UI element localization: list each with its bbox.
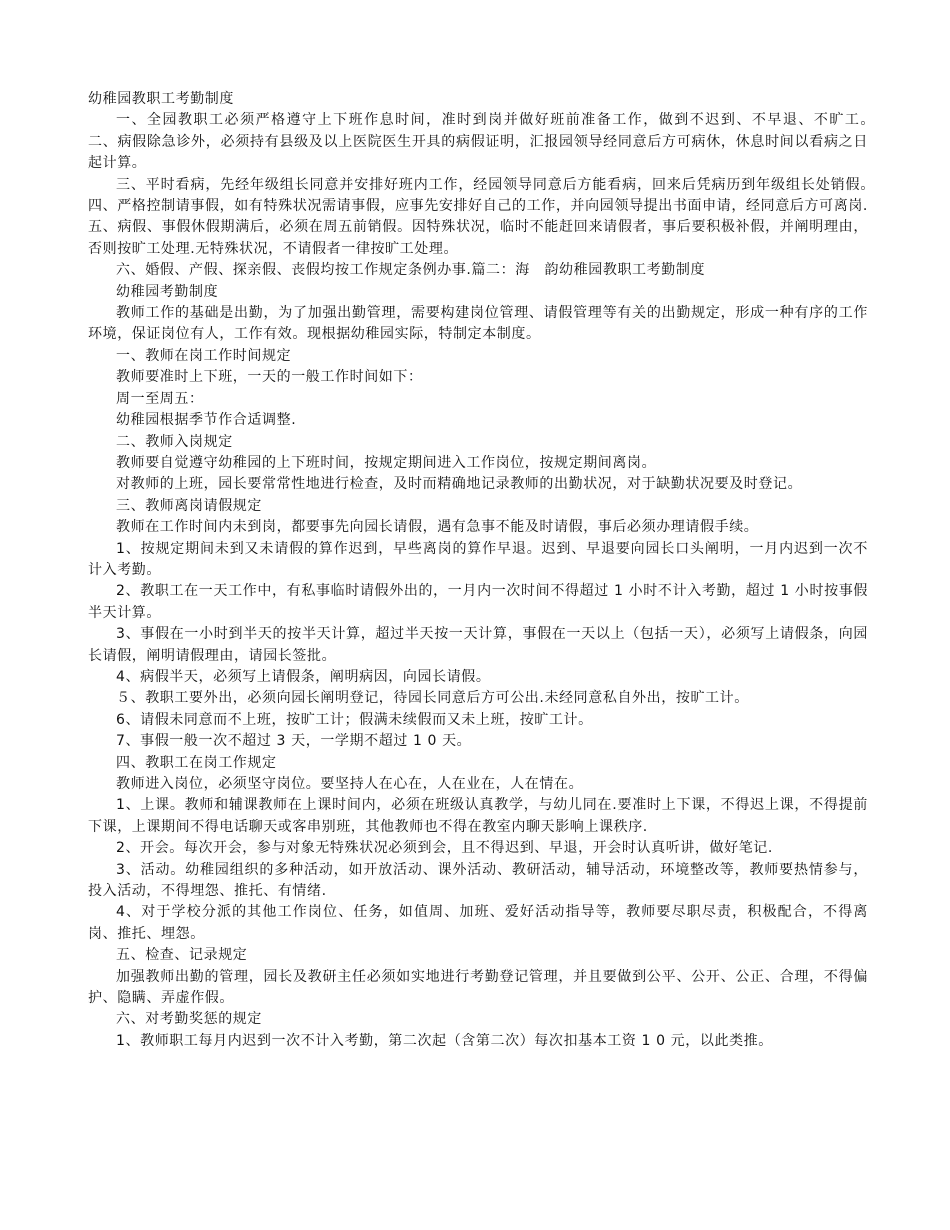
paragraph: 加强教师出勤的管理，园长及教研主任必须如实地进行考勤登记管理，并且要做到公平、公开、公正、合理，不得偏护、隐瞒、弄虚作假。 <box>88 968 868 1007</box>
paragraph: 教师要自觉遵守幼稚园的上下班时间，按规定期间进入工作岗位，按规定期间离岗。 <box>116 454 657 471</box>
paragraph: 三、平时看病，先经年级组长同意并安排好班内工作，经园领导同意后方能看病，回来后凭病历到年级组长处销假。 四、严格控制请事假，如有特殊状况需请事假，应事先安排好自己的工作，并向园领导提出书面申请，经同意后方可离岗. 五、病假、事假休假期满后，必须在周五前销假。因特殊状况，临时不能赶回来请假者，事后要积极补假，并阐明理由，否则按旷工处理.无特殊状况，不请假者一律按旷工处理。 <box>88 176 883 257</box>
paragraph: 3、活动。幼稚园组织的多种活动，如开放活动、课外活动、教研活动，辅导活动，环境整改等，教师要热情参与，投入活动，不得埋怨、推托、有情绪. <box>88 861 868 900</box>
paragraph: 六、对考勤奖惩的规定 <box>116 1011 262 1028</box>
paragraph: 五、检查、记录规定 <box>116 947 248 964</box>
paragraph: 幼稚园考勤制度 <box>116 283 219 300</box>
paragraph: 3、事假在一小时到半天的按半天计算，超过半天按一天计算，事假在一天以上（包括一天），必须写上请假条，向园长请假，阐明请假理由，请园长签批。 <box>88 626 868 664</box>
document-body <box>88 89 883 1052</box>
paragraph: 四、教职工在岗工作规定 <box>116 754 277 771</box>
paragraph: 三、教师离岗请假规定 <box>116 497 262 514</box>
paragraph: 1、按规定期间未到又未请假的算作迟到，早些离岗的算作早退。迟到、早退要向园长口头阐明，一月内迟到一次不计入考勤。 <box>88 540 868 578</box>
paragraph: 1、上课。教师和辅课教师在上课时间内，必须在班级认真教学，与幼儿同在.要准时上下课，不得迟上课，不得提前下课，上课期间不得电话聊天或客串别班，其他教师也不得在教室内聊天影响上课秩序. <box>88 797 868 835</box>
paragraph-list <box>88 110 883 1052</box>
paragraph: 2、教职工在一天工作中，有私事临时请假外出的，一月内一次时间不得超过 1 小时不计入考勤，超过 1 小时按事假半天计算。 <box>88 583 868 621</box>
paragraph: 4、病假半天，必须写上请假条，阐明病因，向园长请假。 <box>116 668 491 685</box>
paragraph: 一、教师在岗工作时间规定 <box>116 347 292 364</box>
paragraph: 二、教师入岗规定 <box>116 433 233 450</box>
paragraph: 4、对于学校分派的其他工作岗位、任务，如值周、加班、爱好活动指导等，教师要尽职尽责，积极配合，不得离岗、推托、埋怨。 <box>88 904 868 942</box>
paragraph: 教师在工作时间内未到岗，都要事先向园长请假，遇有急事不能及时请假，事后必须办理请假手续。 <box>116 519 759 536</box>
paragraph: 六、婚假、产假、探亲假、丧假均按工作规定条例办事.篇二：海 韵幼稚园教职工考勤制度 <box>116 262 706 279</box>
paragraph: 教师工作的基础是出勤，为了加强出勤管理，需要构建岗位管理、请假管理等有关的出勤规定，形成一种有序的工作环境，保证岗位有人，工作有效。现根据幼稚园实际，特制定本制度。 <box>88 305 868 343</box>
paragraph: 一、全园教职工必须严格遵守上下班作息时间，准时到岗并做好班前准备工作，做到不迟到、不早退、不旷工。 二、病假除急诊外，必须持有县级及以上医院医生开具的病假证明，汇报园领导经同意后方可病休，休息时间以看病之日起计算。 <box>88 112 883 172</box>
paragraph: 对教师的上班，园长要常常性地进行检查，及时而精确地记录教师的出勤状况，对于缺勤状况要及时登记。 <box>116 476 803 493</box>
paragraph: 1、教师职工每月内迟到一次不计入考勤，第二次起（含第二次）每次扣基本工资 1 0 元，以此类推。 <box>116 1032 773 1049</box>
paragraph: 2、开会。每次开会，参与对象无特殊状况必须到会，且不得迟到、早退，开会时认真听讲，做好笔记. <box>116 840 773 857</box>
paragraph: ５、教职工要外出，必须向园长阐明登记，待园长同意后方可公出.未经同意私自外出，按旷工计。 <box>116 690 749 707</box>
document-title: 幼稚园教职工考勤制度 <box>88 91 234 107</box>
paragraph: 周一至周五： <box>116 390 204 407</box>
paragraph: 教师进入岗位，必须坚守岗位。要坚持人在心在，人在业在，人在情在。 <box>116 776 584 792</box>
paragraph: 幼稚园根据季节作合适调整. <box>116 412 297 429</box>
paragraph: 7、事假一般一次不超过 3 天，一学期不超过 1 0 天。 <box>116 733 472 750</box>
paragraph: 6、请假未同意而不上班，按旷工计；假满未续假而又未上班，按旷工计。 <box>116 711 593 728</box>
paragraph: 教师要准时上下班，一天的一般工作时间如下： <box>116 369 423 386</box>
